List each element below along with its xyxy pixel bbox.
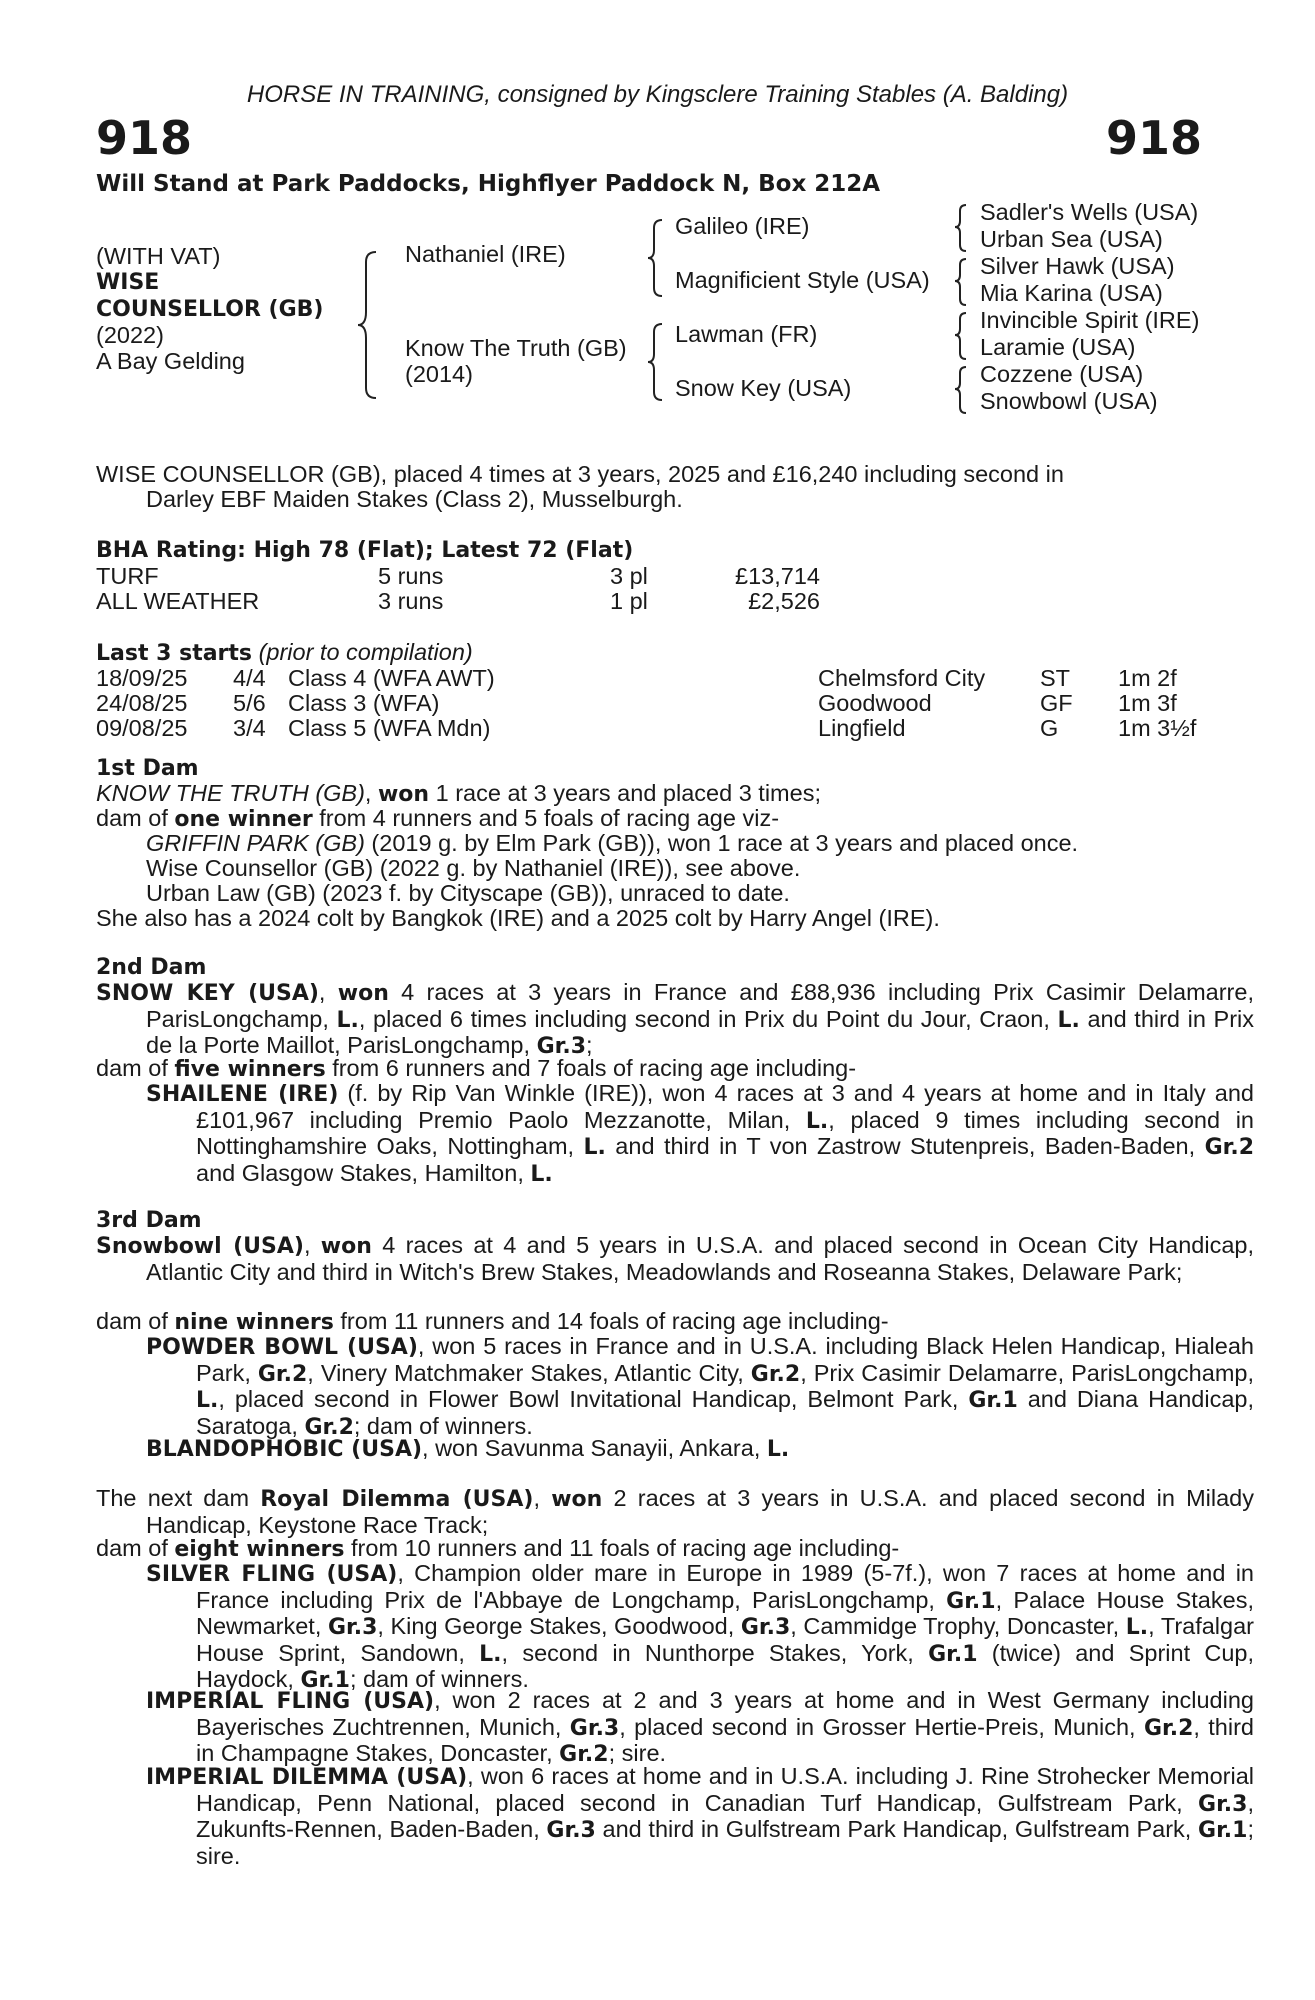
start-distance: 1m 2f bbox=[1118, 665, 1177, 691]
start-date: 24/08/25 bbox=[96, 690, 188, 716]
produce-imperial-fling: IMPERIAL FLING (USA), won 2 races at 2 and 3 years at home and in West Germany including Bayerisches Zuchtrennen, Munich, Gr.3, placed second in Grosser Hertie-Preis, Munich, Gr.2, third in Champagne Stakes, Doncaster, Gr.2; sire. bbox=[146, 1687, 1254, 1767]
summary-line2: Darley EBF Maiden Stakes (Class 2), Musselburgh. bbox=[146, 486, 683, 512]
rating-runs: 3 runs bbox=[378, 588, 444, 614]
rating-surface: ALL WEATHER bbox=[96, 588, 260, 614]
produce-wise-counsellor: Wise Counsellor (GB) (2022 g. by Nathaniel (IRE)), see above. bbox=[146, 855, 801, 881]
start-going: G bbox=[1040, 715, 1059, 741]
produce-urban-law: Urban Law (GB) (2023 f. by Cityscape (GB)), unraced to date. bbox=[146, 880, 790, 906]
produce-griffin-park: GRIFFIN PARK (GB) (2019 g. by Elm Park (GB)), won 1 race at 3 years and placed once. bbox=[146, 830, 1079, 856]
start-distance: 1m 3f bbox=[1118, 690, 1177, 716]
produce-shailene: SHAILENE (IRE) (f. by Rip Van Winkle (IRE)), won 4 races at 3 and 4 years at home and in Italy and £101,967 including Premio Paolo Mezzanotte, Milan, L., placed 9 times including second in Nottinghamshire Oaks, Nottingham, L. and third in T von Zastrow Stutenpreis, Baden-Baden, Gr.2 and Glasgow Stakes, Hamilton, L. bbox=[146, 1080, 1255, 1187]
start-position: 4/4 bbox=[233, 665, 266, 691]
pedigree-bracket-g3d bbox=[956, 365, 970, 415]
start-date: 18/09/25 bbox=[96, 665, 188, 691]
lot-number-right: 918 bbox=[1105, 111, 1202, 165]
rating-runs: 5 runs bbox=[378, 563, 444, 589]
produce-silver-fling: SILVER FLING (USA), Champion older mare in Europe in 1989 (5-7f.), won 7 races at home and in France including Prix de l'Abbaye de Longchamp, ParisLongchamp, Gr.1, Palace House Stakes, Newmarket, Gr.3, King George Stakes, Goodwood, Gr.3, Cammidge Trophy, Doncaster, L., Trafalgar House Sprint, Sandown, L., second in Nunthorpe Stakes, York, Gr.1 (twice) and Sprint Cup, Haydock, Gr.1; dam of winners. bbox=[146, 1560, 1254, 1693]
rating-placed: 1 pl bbox=[610, 588, 648, 614]
g3-silver-hawk: Silver Hawk (USA) bbox=[980, 253, 1175, 279]
stabling-location: Will Stand at Park Paddocks, Highflyer Paddock N, Box 212A bbox=[96, 171, 881, 197]
g3-sadlers-wells: Sadler's Wells (USA) bbox=[980, 199, 1199, 225]
last-starts-heading-row bbox=[96, 640, 473, 667]
produce-blandophobic: BLANDOPHOBIC (USA), won Savunma Sanayii, Ankara, L. bbox=[146, 1435, 790, 1462]
first-dam-produce-line: dam of one winner from 4 runners and 5 foals of racing age viz- bbox=[96, 805, 780, 832]
pedigree-bracket-g3a bbox=[956, 203, 970, 253]
pedigree-bracket-g3b bbox=[956, 257, 970, 307]
produce-imperial-dilemma: IMPERIAL DILEMMA (USA), won 6 races at home and in U.S.A. including J. Rine Strohecker Memorial Handicap, Penn National, placed second in Canadian Turf Handicap, Gulfstream Park, Gr.3, Zukunfts-Rennen, Baden-Baden, Gr.3 and third in Gulfstream Park Handicap, Gulfstream Park, Gr.1; sire. bbox=[146, 1763, 1254, 1869]
dam: Know The Truth (GB) bbox=[405, 335, 627, 361]
foaling-year: (2022) bbox=[96, 322, 164, 348]
rating-earnings: £13,714 bbox=[735, 563, 820, 589]
start-distance: 1m 3½f bbox=[1118, 715, 1197, 741]
last-starts-note: (prior to compilation) bbox=[258, 639, 473, 665]
rating-surface: TURF bbox=[96, 563, 159, 589]
consignment-line: HORSE IN TRAINING, consigned by Kingsclere Training Stables (A. Balding) bbox=[246, 81, 1069, 108]
bha-rating-heading: BHA Rating: High 78 (Flat); Latest 72 (Flat) bbox=[96, 538, 634, 563]
start-course: Lingfield bbox=[818, 715, 906, 741]
start-position: 5/6 bbox=[233, 690, 266, 716]
sire: Nathaniel (IRE) bbox=[405, 241, 566, 267]
start-course: Chelmsford City bbox=[818, 665, 986, 691]
last-starts-heading: Last 3 starts bbox=[96, 641, 253, 666]
horse-name-line1: WISE bbox=[96, 270, 160, 295]
dam-sire: Lawman (FR) bbox=[675, 321, 818, 347]
g3-laramie: Laramie (USA) bbox=[980, 334, 1136, 360]
g3-mia-karina: Mia Karina (USA) bbox=[980, 280, 1163, 306]
pedigree-bracket-dam bbox=[650, 322, 666, 402]
first-dam-heading: 1st Dam bbox=[96, 756, 199, 781]
g3-invincible-spirit: Invincible Spirit (IRE) bbox=[980, 307, 1200, 333]
fourth-dam-produce-line: dam of eight winners from 10 runners and 11 foals of racing age including- bbox=[96, 1535, 900, 1562]
horse-description: A Bay Gelding bbox=[96, 348, 245, 374]
second-dam-produce-line: dam of five winners from 6 runners and 7 foals of racing age including- bbox=[96, 1055, 857, 1082]
g3-cozzene: Cozzene (USA) bbox=[980, 361, 1144, 387]
start-date: 09/08/25 bbox=[96, 715, 188, 741]
third-dam-paragraph: Snowbowl (USA), won 4 races at 4 and 5 years in U.S.A. and placed second in Ocean City Handicap, Atlantic City and third in Witch's Brew Stakes, Meadowlands and Roseanna Stakes, Delaware Park; bbox=[96, 1232, 1254, 1285]
sire-sire: Galileo (IRE) bbox=[675, 213, 810, 239]
pedigree-bracket-sire bbox=[650, 218, 666, 298]
start-class: Class 5 (WFA Mdn) bbox=[288, 715, 491, 741]
rating-earnings: £2,526 bbox=[748, 588, 820, 614]
horse-name-line2: COUNSELLOR (GB) bbox=[96, 297, 324, 322]
dam-dam: Snow Key (USA) bbox=[675, 375, 852, 401]
rating-placed: 3 pl bbox=[610, 563, 648, 589]
start-class: Class 4 (WFA AWT) bbox=[288, 665, 495, 691]
summary-line1: WISE COUNSELLOR (GB), placed 4 times at 3 years, 2025 and £16,240 including second in bbox=[96, 461, 1064, 487]
first-dam-line: KNOW THE TRUTH (GB), won 1 race at 3 years and placed 3 times; bbox=[96, 780, 821, 807]
g3-urban-sea: Urban Sea (USA) bbox=[980, 226, 1163, 252]
start-course: Goodwood bbox=[818, 690, 932, 716]
second-dam-heading: 2nd Dam bbox=[96, 955, 207, 980]
fourth-dam-paragraph: The next dam Royal Dilemma (USA), won 2 races at 3 years in U.S.A. and placed second in Milady Handicap, Keystone Race Track; bbox=[96, 1485, 1255, 1538]
sire-dam: Magnificient Style (USA) bbox=[675, 267, 930, 293]
pedigree-bracket-g3c bbox=[956, 311, 970, 361]
third-dam-heading: 3rd Dam bbox=[96, 1208, 202, 1233]
first-dam-tail: She also has a 2024 colt by Bangkok (IRE) and a 2025 colt by Harry Angel (IRE). bbox=[96, 905, 940, 931]
produce-powder-bowl: POWDER BOWL (USA), won 5 races in France and in U.S.A. including Black Helen Handicap, Hialeah Park, Gr.2, Vinery Matchmaker Stakes, Atlantic City, Gr.2, Prix Casimir Delamarre, ParisLongchamp, L., placed second in Flower Bowl Invitational Handicap, Belmont Park, Gr.1 and Diana Handicap, Saratoga, Gr.2; dam of winners. bbox=[146, 1333, 1254, 1440]
pedigree-bracket-main bbox=[362, 250, 382, 400]
dam-year: (2014) bbox=[405, 361, 473, 387]
start-going: ST bbox=[1040, 665, 1071, 691]
start-going: GF bbox=[1040, 690, 1073, 716]
g3-snowbowl: Snowbowl (USA) bbox=[980, 388, 1158, 414]
lot-number-left: 918 bbox=[96, 111, 193, 165]
start-position: 3/4 bbox=[233, 715, 266, 741]
third-dam-produce-line: dam of nine winners from 11 runners and 14 foals of racing age including- bbox=[96, 1308, 889, 1335]
start-class: Class 3 (WFA) bbox=[288, 690, 440, 716]
second-dam-paragraph: SNOW KEY (USA), won 4 races at 3 years in France and £88,936 including Prix Casimir Delamarre, ParisLongchamp, L., placed 6 times including second in Prix du Point du Jour, Craon, L. and third in Prix de la Porte Maillot, ParisLongchamp, Gr.3; bbox=[96, 979, 1254, 1059]
vat-note: (WITH VAT) bbox=[96, 243, 221, 269]
